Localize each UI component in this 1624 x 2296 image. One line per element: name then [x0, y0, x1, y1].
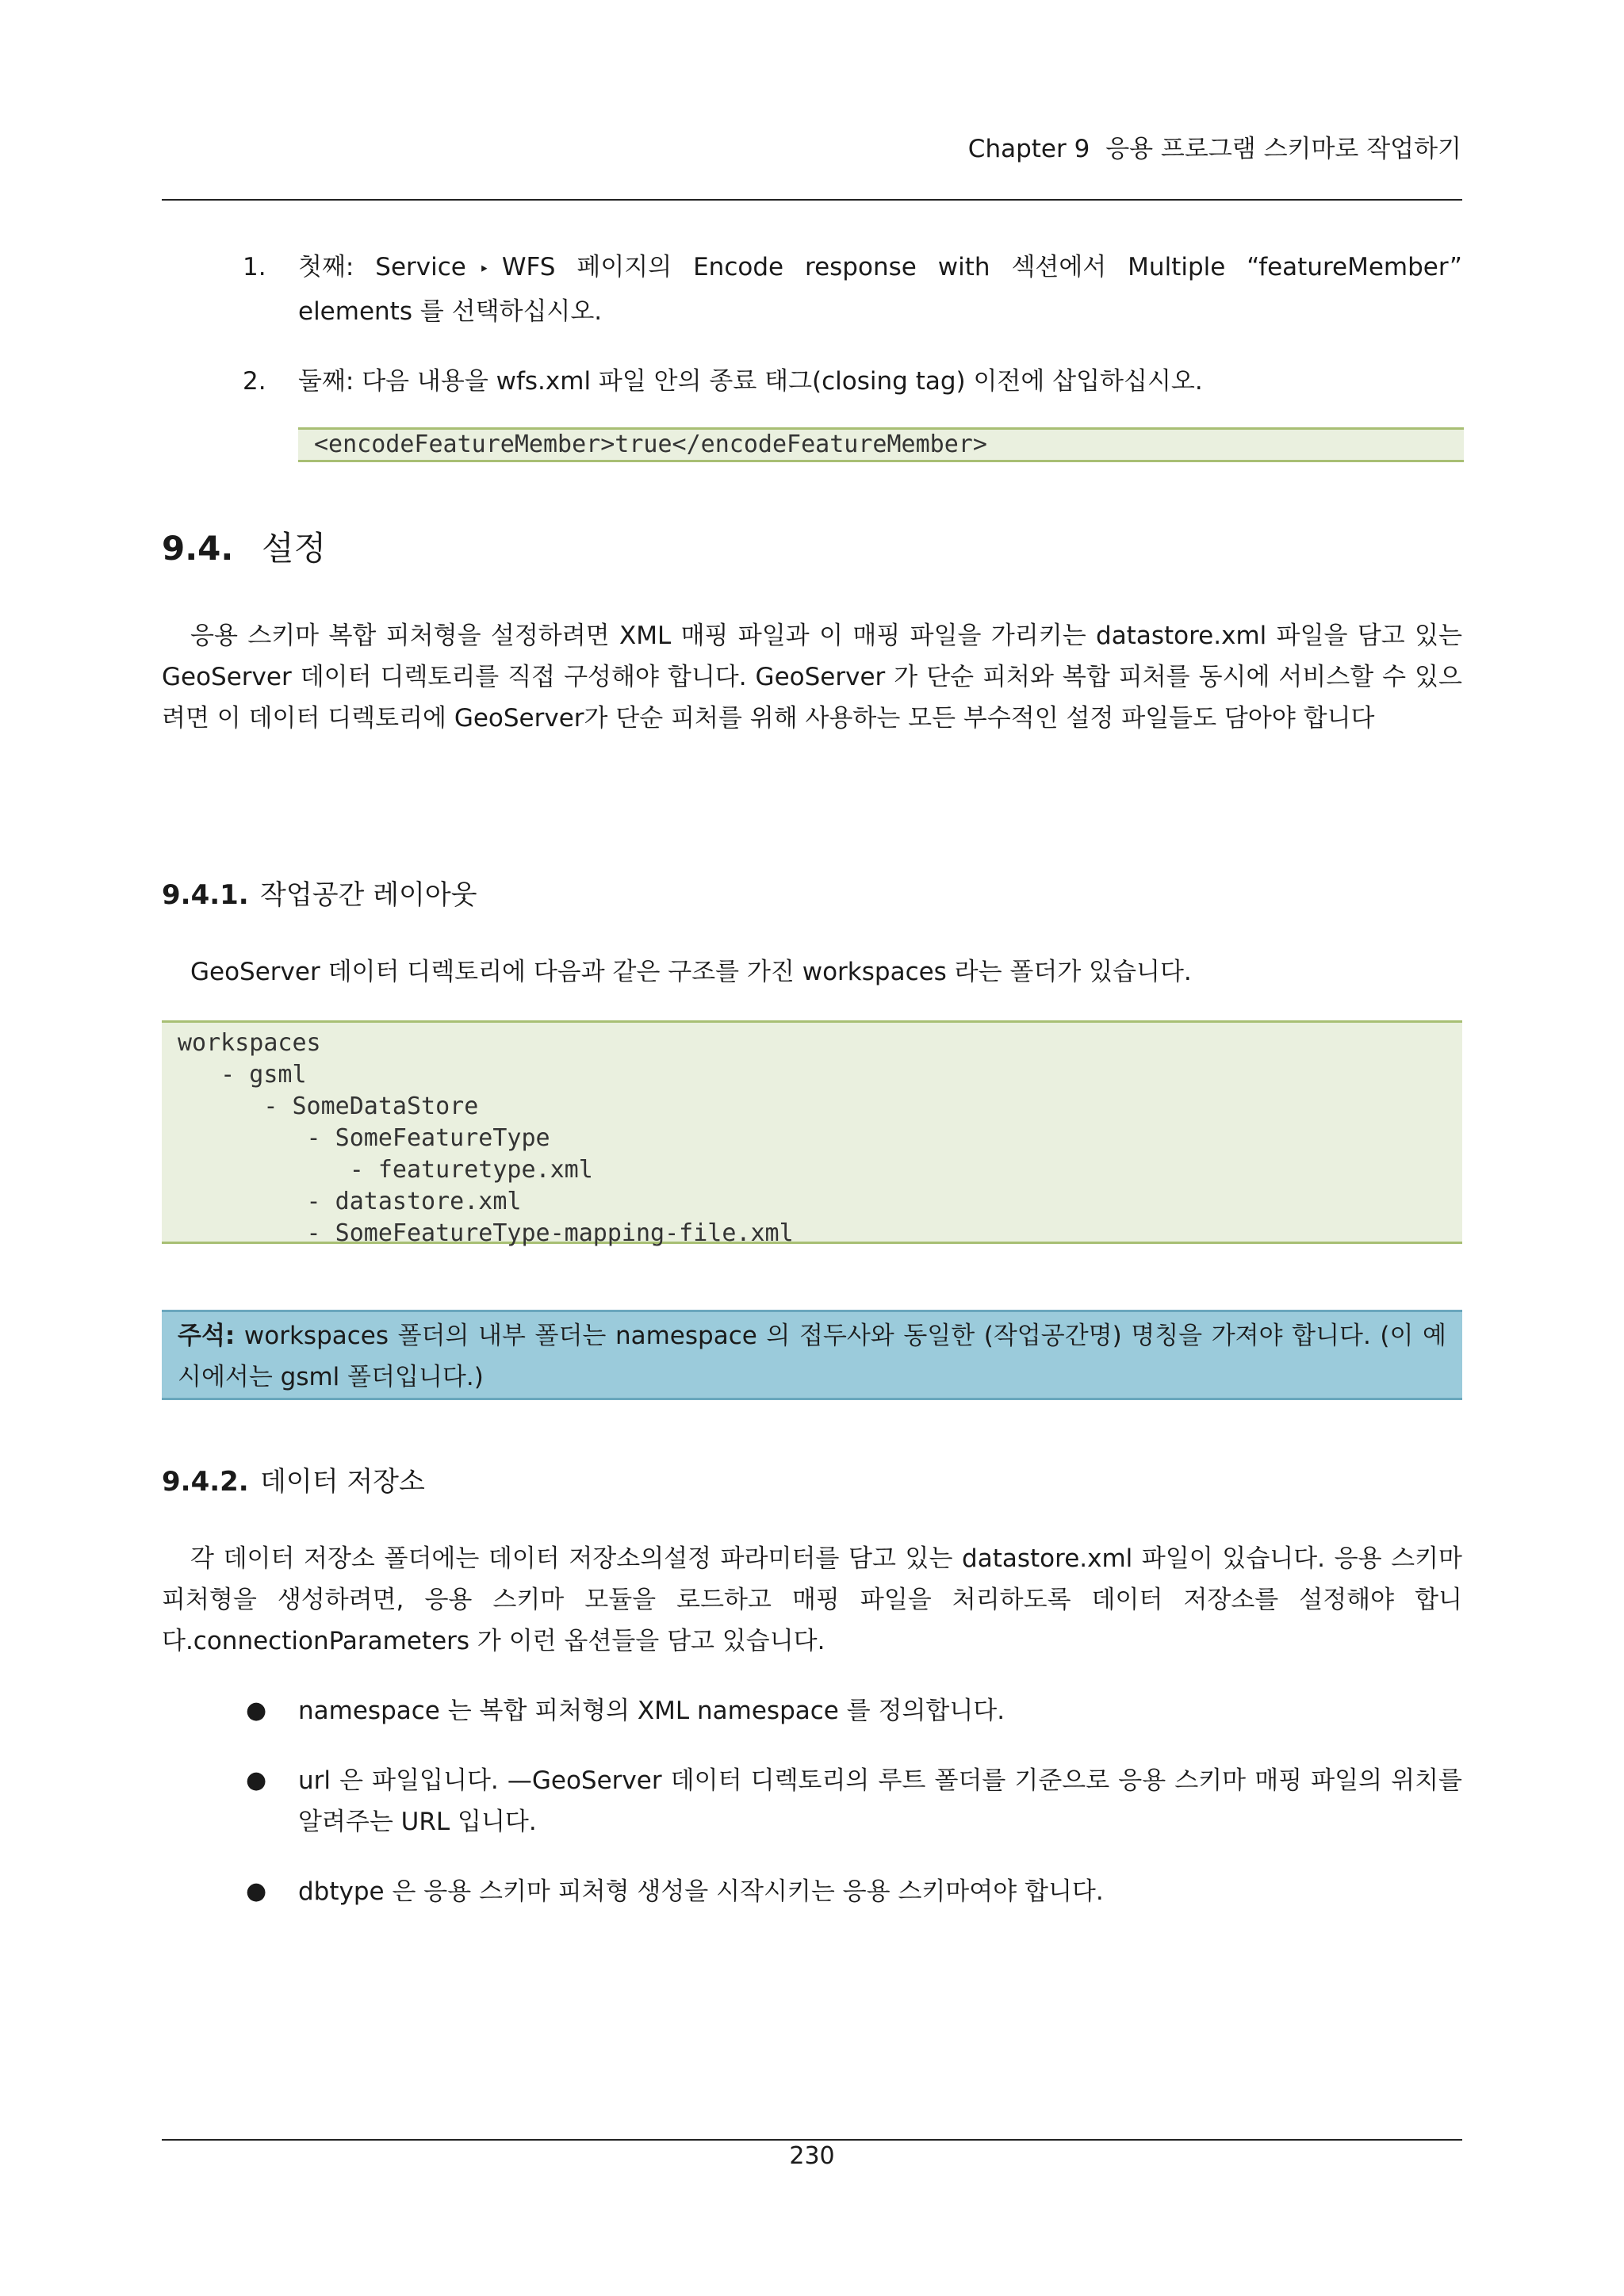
breadcrumb-separator-icon: ‣	[478, 260, 489, 280]
list-item	[243, 1690, 1462, 1732]
steps-list	[243, 247, 1462, 402]
section-number: 9.4.	[162, 529, 234, 568]
subsection-number: 9.4.1.	[162, 879, 249, 911]
page-number: 230	[789, 2142, 835, 2170]
subsection-number: 9.4.2.	[162, 1466, 249, 1498]
code-line: - featuretype.xml	[178, 1156, 593, 1184]
parameter-list	[243, 1690, 1462, 1912]
running-header	[0, 128, 1461, 164]
code-line: workspaces	[178, 1029, 321, 1057]
code-snippet-encode: <encodeFeatureMember>true</encodeFeatureMember>	[298, 427, 1464, 462]
bullet-icon: ●	[246, 1877, 267, 1905]
header-rule	[162, 199, 1462, 201]
code-line: - datastore.xml	[178, 1188, 522, 1215]
list-item	[243, 1760, 1462, 1843]
subsection-heading	[162, 875, 477, 915]
bullet-text: dbtype 은 응용 스키마 피처형 생성을 시작시키는 응용 스키마여야 합니다.	[298, 1877, 1104, 1906]
list-item	[243, 361, 1462, 402]
section-heading	[162, 525, 326, 572]
section-title: 설정	[262, 529, 327, 568]
step-number: 1.	[243, 253, 266, 281]
step-text: 둘째: 다음 내용을 wfs.xml 파일 안의 종료 태그(closing tag) 이전에 삽입하십시오.	[298, 367, 1203, 396]
subsection-title: 작업공간 레이아웃	[260, 879, 477, 911]
bullet-icon: ●	[246, 1766, 267, 1794]
bullet-text: namespace 는 복합 피처형의 XML namespace 를 정의합니다.	[298, 1697, 1005, 1725]
list-item	[243, 1871, 1462, 1912]
workspace-tree-code	[162, 1020, 1462, 1247]
subsection-heading	[162, 1462, 425, 1502]
code-line: - SomeDataStore	[178, 1093, 479, 1120]
intro-paragraph: 응용 스키마 복합 피처형을 설정하려면 XML 매핑 파일과 이 매핑 파일을 가리키는 datastore.xml 파일을 담고 있는 GeoServer 데이터 디렉토리를 직접 구성해야 합니다. GeoServer 가 단순 피처와 복합 피처를 동시에 서비스할 수 있으려면 이 데이터 디렉토리에 GeoServer가 단순 피처를 위해 사용하는 모든 부수적인 설정 파일들도 담아야 합니다	[162, 622, 1462, 733]
subsection-title: 데이터 저장소	[260, 1466, 425, 1498]
header-title: 응용 프로그램 스키마로 작업하기	[1105, 135, 1461, 163]
note-label: 주석:	[178, 1322, 236, 1350]
step-number: 2.	[243, 367, 266, 396]
code-line: - gsml	[178, 1061, 307, 1089]
datastore-paragraph: 각 데이터 저장소 폴더에는 데이터 저장소의설정 파라미터를 담고 있는 datastore.xml 파일이 있습니다. 응용 스키마 피처형을 생성하려면, 응용 스키마 모듈을 로드하고 매핑 파일을 처리하도록 데이터 저장소를 설정해야 합니다.connectionParameters 가 이런 옵션들을 담고 있습니다.	[162, 1544, 1462, 1655]
list-item	[243, 247, 1462, 332]
note-box	[162, 1310, 1462, 1400]
workspace-paragraph: GeoServer 데이터 디렉토리에 다음과 같은 구조를 가진 workspaces 라는 폴더가 있습니다.	[190, 958, 1192, 986]
code-line: - SomeFeatureType-mapping-file.xml	[178, 1219, 794, 1247]
bullet-icon: ●	[246, 1697, 267, 1724]
note-text: workspaces 폴더의 내부 폴더는 namespace 의 접두사와 동일한 (작업공간명) 명칭을 가져야 합니다. (이 예시에서는 gsml 폴더입니다.)	[178, 1322, 1446, 1391]
step-text: 첫째: Service ‣ WFS 페이지의 Encode response with 섹션에서 Multiple “featureMember” elements 를 선택하십시오.	[298, 253, 1462, 326]
bullet-text: url 은 파일입니다. —GeoServer 데이터 디렉토리의 루트 폴더를 기준으로 응용 스키마 매핑 파일의 위치를 알려주는 URL 입니다.	[298, 1766, 1462, 1836]
header-chapter: Chapter 9	[967, 135, 1090, 163]
code-line: - SomeFeatureType	[178, 1124, 550, 1152]
